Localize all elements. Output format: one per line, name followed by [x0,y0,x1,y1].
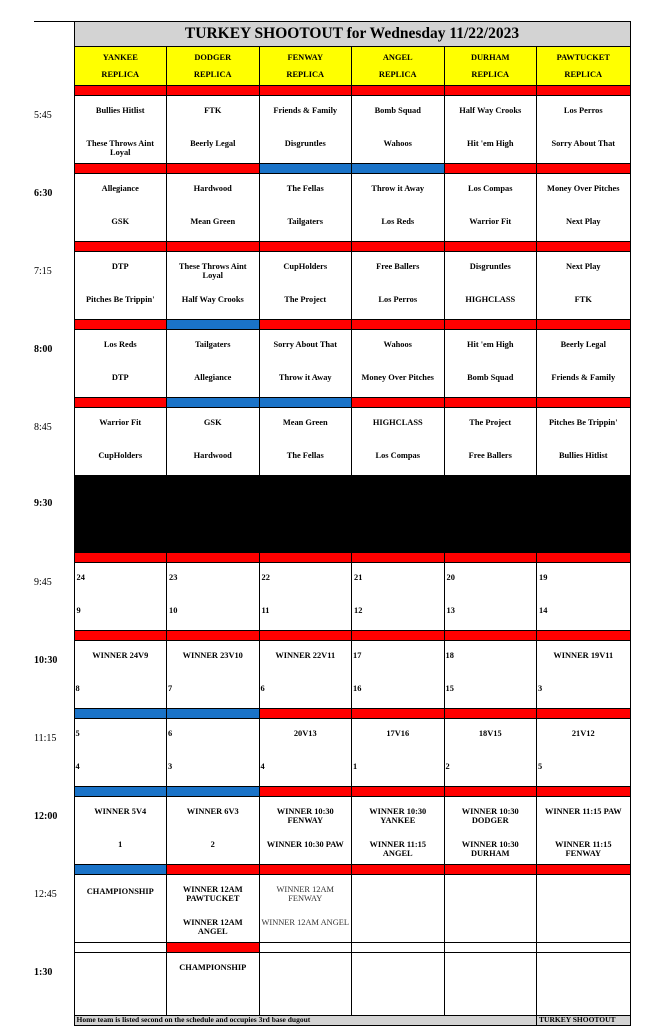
away-team: 24 [76,573,85,582]
divider-bar-red [537,865,631,875]
home-team: Pitches Be Trippin' [85,295,155,304]
divider-bar-red [444,631,537,641]
away-team: CupHolders [283,262,328,271]
time-label: 8:00 [34,343,53,355]
divider-bar-red [74,398,167,408]
away-team: Los Perros [563,106,603,115]
home-team: GSK [111,217,130,226]
away-team: Hit 'em High [466,340,514,349]
away-team: WINNER 12AM PAWTUCKET [182,885,243,904]
home-team: DTP [111,373,129,382]
home-team: Allegiance [194,373,232,382]
matchup-cell [74,953,167,1016]
away-team: 22 [261,573,270,582]
home-team: Throw it Away [278,373,332,382]
home-team: FTK [574,295,592,304]
divider-bar-red [352,398,445,408]
home-team: 2 [445,762,450,771]
field-name: DODGER [194,52,232,62]
home-team: Beerly Legal [190,139,236,148]
matchup-cell [537,330,631,398]
home-team: The Fellas [286,451,324,460]
away-team: Bomb Squad [374,106,421,115]
field-name: ANGEL [382,52,413,62]
away-team: Beerly Legal [560,340,606,349]
field-sub: REPLICA [286,70,325,79]
time-label: 7:15 [34,265,52,277]
home-team: Hardwood [193,451,232,460]
divider-bar-red [352,320,445,330]
field-sub: REPLICA [378,70,417,79]
away-team: Half Way Crooks [459,106,522,115]
home-team: Tailgaters [287,217,323,226]
divider-bar-red [537,320,631,330]
time-label: 8:45 [34,421,52,433]
divider-bar-red [74,553,167,563]
away-team: Friends & Family [273,106,338,115]
matchup-cell [537,641,631,709]
away-team: WINNER 24V9 [92,651,149,660]
divider-bar-red [352,865,445,875]
matchup-cell [259,330,352,398]
divider-bar-blue [74,787,167,797]
away-team: Los Compas [468,184,513,193]
away-team: WINNER 6V3 [186,807,239,816]
home-team: The Project [284,295,327,304]
away-team: Allegiance [101,184,139,193]
away-team: WINNER 10:30 DODGER [461,807,519,826]
away-team: Mean Green [282,418,328,427]
field-name: PAWTUCKET [556,52,610,62]
away-team: Sorry About That [273,340,338,349]
divider-bar-red [259,787,352,797]
divider-bar-red [444,164,537,174]
matchup-cell [167,563,260,631]
away-team: 19 [539,573,548,582]
home-team: Warrior Fit [469,217,512,226]
matchup-cell [167,953,260,1016]
home-team: CupHolders [98,451,143,460]
home-team: 11 [261,606,270,615]
footer-note: Home team is listed second on the schedule and occupies 3rd base dugout [74,1016,537,1026]
matchup-cell [352,953,445,1016]
matchup-cell [167,408,260,476]
away-team: Los Reds [103,340,137,349]
divider-bar-red [259,242,352,252]
home-team: WINNER 12AM ANGEL [261,918,349,927]
divider-bar-blue [74,865,167,875]
away-team: 20 [446,573,455,582]
matchup-cell [352,96,445,164]
matchup-cell [259,641,352,709]
away-team: WINNER 11:15 PAW [544,807,622,816]
divider-bar-red [444,86,537,96]
matchup-cell [352,252,445,320]
away-team: Money Over Pitches [547,184,620,193]
home-team: 15 [445,684,454,693]
matchup-cell [74,875,167,943]
divider-bar-red [444,242,537,252]
away-team: Tailgaters [194,340,231,349]
matchup-cell [74,563,167,631]
away-team: Next Play [565,262,601,271]
home-team: 14 [539,606,548,615]
divider-bar-red [352,709,445,719]
matchup-cell [167,719,260,787]
schedule-table [34,21,631,1026]
field-header-fenway [259,47,352,86]
divider-bar-red [537,242,631,252]
matchup-cell [167,641,260,709]
matchup-cell [74,719,167,787]
divider-bar-red [259,631,352,641]
divider-bar-white [352,943,445,953]
divider-bar-red [537,86,631,96]
away-team: WINNER 23V10 [182,651,243,660]
matchup-cell [352,875,445,943]
matchup-cell [444,252,537,320]
divider-bar-red [537,787,631,797]
field-header-angel [352,47,445,86]
divider-bar-red [444,553,537,563]
away-team: 17 [353,651,362,660]
divider-bar-red [167,242,260,252]
matchup-cell [74,641,167,709]
home-team: Friends & Family [551,373,616,382]
blackout-block [74,476,630,553]
away-team: GSK [203,418,222,427]
field-header-yankee [74,47,167,86]
matchup-cell [259,96,352,164]
matchup-cell [444,174,537,242]
matchup-cell [537,719,631,787]
home-team: Los Reds [381,217,415,226]
divider-bar-blue [259,164,352,174]
matchup-cell [537,953,631,1016]
divider-bar-red [259,320,352,330]
home-team: 12 [354,606,363,615]
away-team: WINNER 22V11 [275,651,336,660]
matchup-cell [259,563,352,631]
home-team: 4 [260,762,265,771]
divider-bar-red [537,553,631,563]
time-label: 12:45 [34,888,57,900]
field-sub: REPLICA [471,70,510,79]
away-team: 18 [445,651,454,660]
away-team: WINNER 10:30 YANKEE [369,807,427,826]
matchup-cell [352,408,445,476]
home-team: Los Perros [378,295,418,304]
matchup-cell [537,797,631,865]
page-title: TURKEY SHOOTOUT for Wednesday 11/22/2023 [74,22,630,47]
matchup-cell [167,252,260,320]
time-label: 12:00 [34,810,58,822]
divider-bar-red [444,865,537,875]
matchup-cell [167,797,260,865]
away-team: WINNER 12AM FENWAY [276,885,334,904]
field-name: DURHAM [470,52,510,62]
matchup-cell [74,797,167,865]
divider-bar-red [537,164,631,174]
away-team: 21V12 [571,729,595,738]
footer-label: TURKEY SHOOTOUT [537,1016,631,1026]
matchup-cell [352,563,445,631]
away-team: 18V15 [478,729,502,738]
home-team: WINNER 11:15 ANGEL [369,840,427,859]
away-team: HIGHCLASS [372,418,423,427]
matchup-cell [259,875,352,943]
matchup-cell [444,797,537,865]
divider-bar-red [352,631,445,641]
divider-bar-red [444,398,537,408]
matchup-cell [537,875,631,943]
away-team: These Throws Aint Loyal [178,262,247,281]
divider-bar-red [259,553,352,563]
away-team: 20V13 [293,729,317,738]
matchup-cell [259,408,352,476]
divider-bar-blue [352,164,445,174]
matchup-cell [537,408,631,476]
divider-bar-red [74,320,167,330]
matchup-cell [444,719,537,787]
away-team: Wahoos [383,340,412,349]
away-team: Throw it Away [371,184,425,193]
divider-bar-red [167,164,260,174]
home-team: Money Over Pitches [361,373,434,382]
matchup-cell [74,174,167,242]
matchup-cell [537,96,631,164]
home-team: 2 [210,840,215,849]
away-team: CHAMPIONSHIP [179,963,247,972]
divider-bar-white [74,943,167,953]
away-team: Free Ballers [376,262,420,271]
field-sub: REPLICA [101,70,140,79]
home-team: Wahoos [383,139,412,148]
divider-bar-red [444,787,537,797]
away-team: The Project [469,418,512,427]
matchup-cell [74,252,167,320]
home-team: Free Ballers [468,451,512,460]
home-team: WINNER 11:15 FENWAY [554,840,612,859]
away-team: Pitches Be Trippin' [548,418,618,427]
away-team: Bullies Hitlist [95,106,145,115]
away-team: Hardwood [193,184,232,193]
divider-bar-white [537,943,631,953]
away-team: 5 [75,729,80,738]
home-team: 10 [169,606,178,615]
matchup-cell [444,563,537,631]
home-team: 1 [118,840,123,849]
away-team: CHAMPIONSHIP [86,887,154,896]
home-team: 6 [260,684,265,693]
home-team: Disgruntles [284,139,326,148]
divider-bar-red [74,86,167,96]
divider-bar-red [352,242,445,252]
divider-bar-blue [167,787,260,797]
time-label: 6:30 [34,187,53,199]
home-team: These Throws Aint Loyal [86,139,155,158]
away-team: 21 [354,573,363,582]
time-label: 5:45 [34,109,52,121]
home-team: 4 [75,762,80,771]
away-team: WINNER 19V11 [553,651,614,660]
divider-bar-red [537,398,631,408]
matchup-cell [167,330,260,398]
time-label: 1:30 [34,966,53,978]
matchup-cell [444,330,537,398]
divider-bar-red [167,553,260,563]
matchup-cell [537,563,631,631]
away-team: Warrior Fit [99,418,142,427]
divider-bar-red [537,631,631,641]
away-team: Disgruntles [469,262,511,271]
matchup-cell [444,953,537,1016]
away-team: 17V16 [386,729,410,738]
divider-bar-white [444,943,537,953]
home-team: 13 [446,606,455,615]
divider-bar-red [259,709,352,719]
field-sub: REPLICA [193,70,232,79]
field-header-pawtucket [537,47,631,86]
matchup-cell [352,174,445,242]
home-team: Bullies Hitlist [558,451,608,460]
time-label: 9:30 [34,497,53,509]
away-team: The Fellas [286,184,324,193]
divider-bar-red [444,709,537,719]
away-team: WINNER 5V4 [94,807,147,816]
matchup-cell [259,174,352,242]
time-label: 11:15 [34,732,57,744]
divider-bar-red [352,86,445,96]
home-team: WINNER 10:30 DURHAM [461,840,519,859]
divider-bar-red [444,320,537,330]
matchup-cell [74,330,167,398]
field-sub: REPLICA [564,70,603,79]
matchup-cell [444,96,537,164]
home-team: Mean Green [190,217,236,226]
matchup-cell [74,408,167,476]
away-team: FTK [204,106,222,115]
home-team: Los Compas [375,451,420,460]
divider-bar-red [167,865,260,875]
divider-bar-blue [167,320,260,330]
divider-bar-red [259,86,352,96]
matchup-cell [167,875,260,943]
matchup-cell [537,252,631,320]
divider-bar-red [74,164,167,174]
away-team: 6 [168,729,173,738]
time-label: 9:45 [34,576,52,588]
away-team: DTP [111,262,129,271]
matchup-cell [444,641,537,709]
divider-bar-blue [167,398,260,408]
divider-bar-red [167,86,260,96]
field-header-dodger [167,47,260,86]
home-team: 16 [353,684,362,693]
home-team: WINNER 10:30 PAW [266,840,344,849]
home-team: Half Way Crooks [181,295,244,304]
home-team: 5 [538,762,543,771]
home-team: 3 [168,762,173,771]
divider-bar-red [74,631,167,641]
divider-bar-red [74,242,167,252]
matchup-cell [352,641,445,709]
home-team: HIGHCLASS [465,295,516,304]
matchup-cell [259,797,352,865]
home-team: Sorry About That [551,139,616,148]
divider-bar-red [537,709,631,719]
matchup-cell [444,408,537,476]
matchup-cell [352,797,445,865]
home-team: 8 [75,684,80,693]
divider-bar-blue [74,709,167,719]
home-team: 7 [168,684,173,693]
divider-bar-red [352,787,445,797]
divider-bar-blue [167,709,260,719]
home-team: 1 [353,762,358,771]
matchup-cell [259,719,352,787]
home-team: 3 [538,684,543,693]
field-name: FENWAY [287,52,324,62]
field-name: YANKEE [102,52,138,62]
divider-bar-red [259,865,352,875]
matchup-cell [167,96,260,164]
home-team: WINNER 12AM ANGEL [182,918,243,937]
away-team: 23 [169,573,178,582]
divider-bar-red [167,943,260,953]
home-team: Bomb Squad [467,373,514,382]
divider-bar-red [167,631,260,641]
matchup-cell [352,330,445,398]
matchup-cell [167,174,260,242]
matchup-cell [352,719,445,787]
matchup-cell [74,96,167,164]
matchup-cell [537,174,631,242]
divider-bar-blue [259,398,352,408]
matchup-cell [444,875,537,943]
matchup-cell [259,252,352,320]
matchup-cell [259,953,352,1016]
divider-bar-red [352,553,445,563]
away-team: WINNER 10:30 FENWAY [276,807,334,826]
divider-bar-white [259,943,352,953]
home-team: Next Play [565,217,601,226]
time-label: 10:30 [34,654,58,666]
home-team: Hit 'em High [466,139,514,148]
field-header-durham [444,47,537,86]
home-team: 9 [76,606,81,615]
